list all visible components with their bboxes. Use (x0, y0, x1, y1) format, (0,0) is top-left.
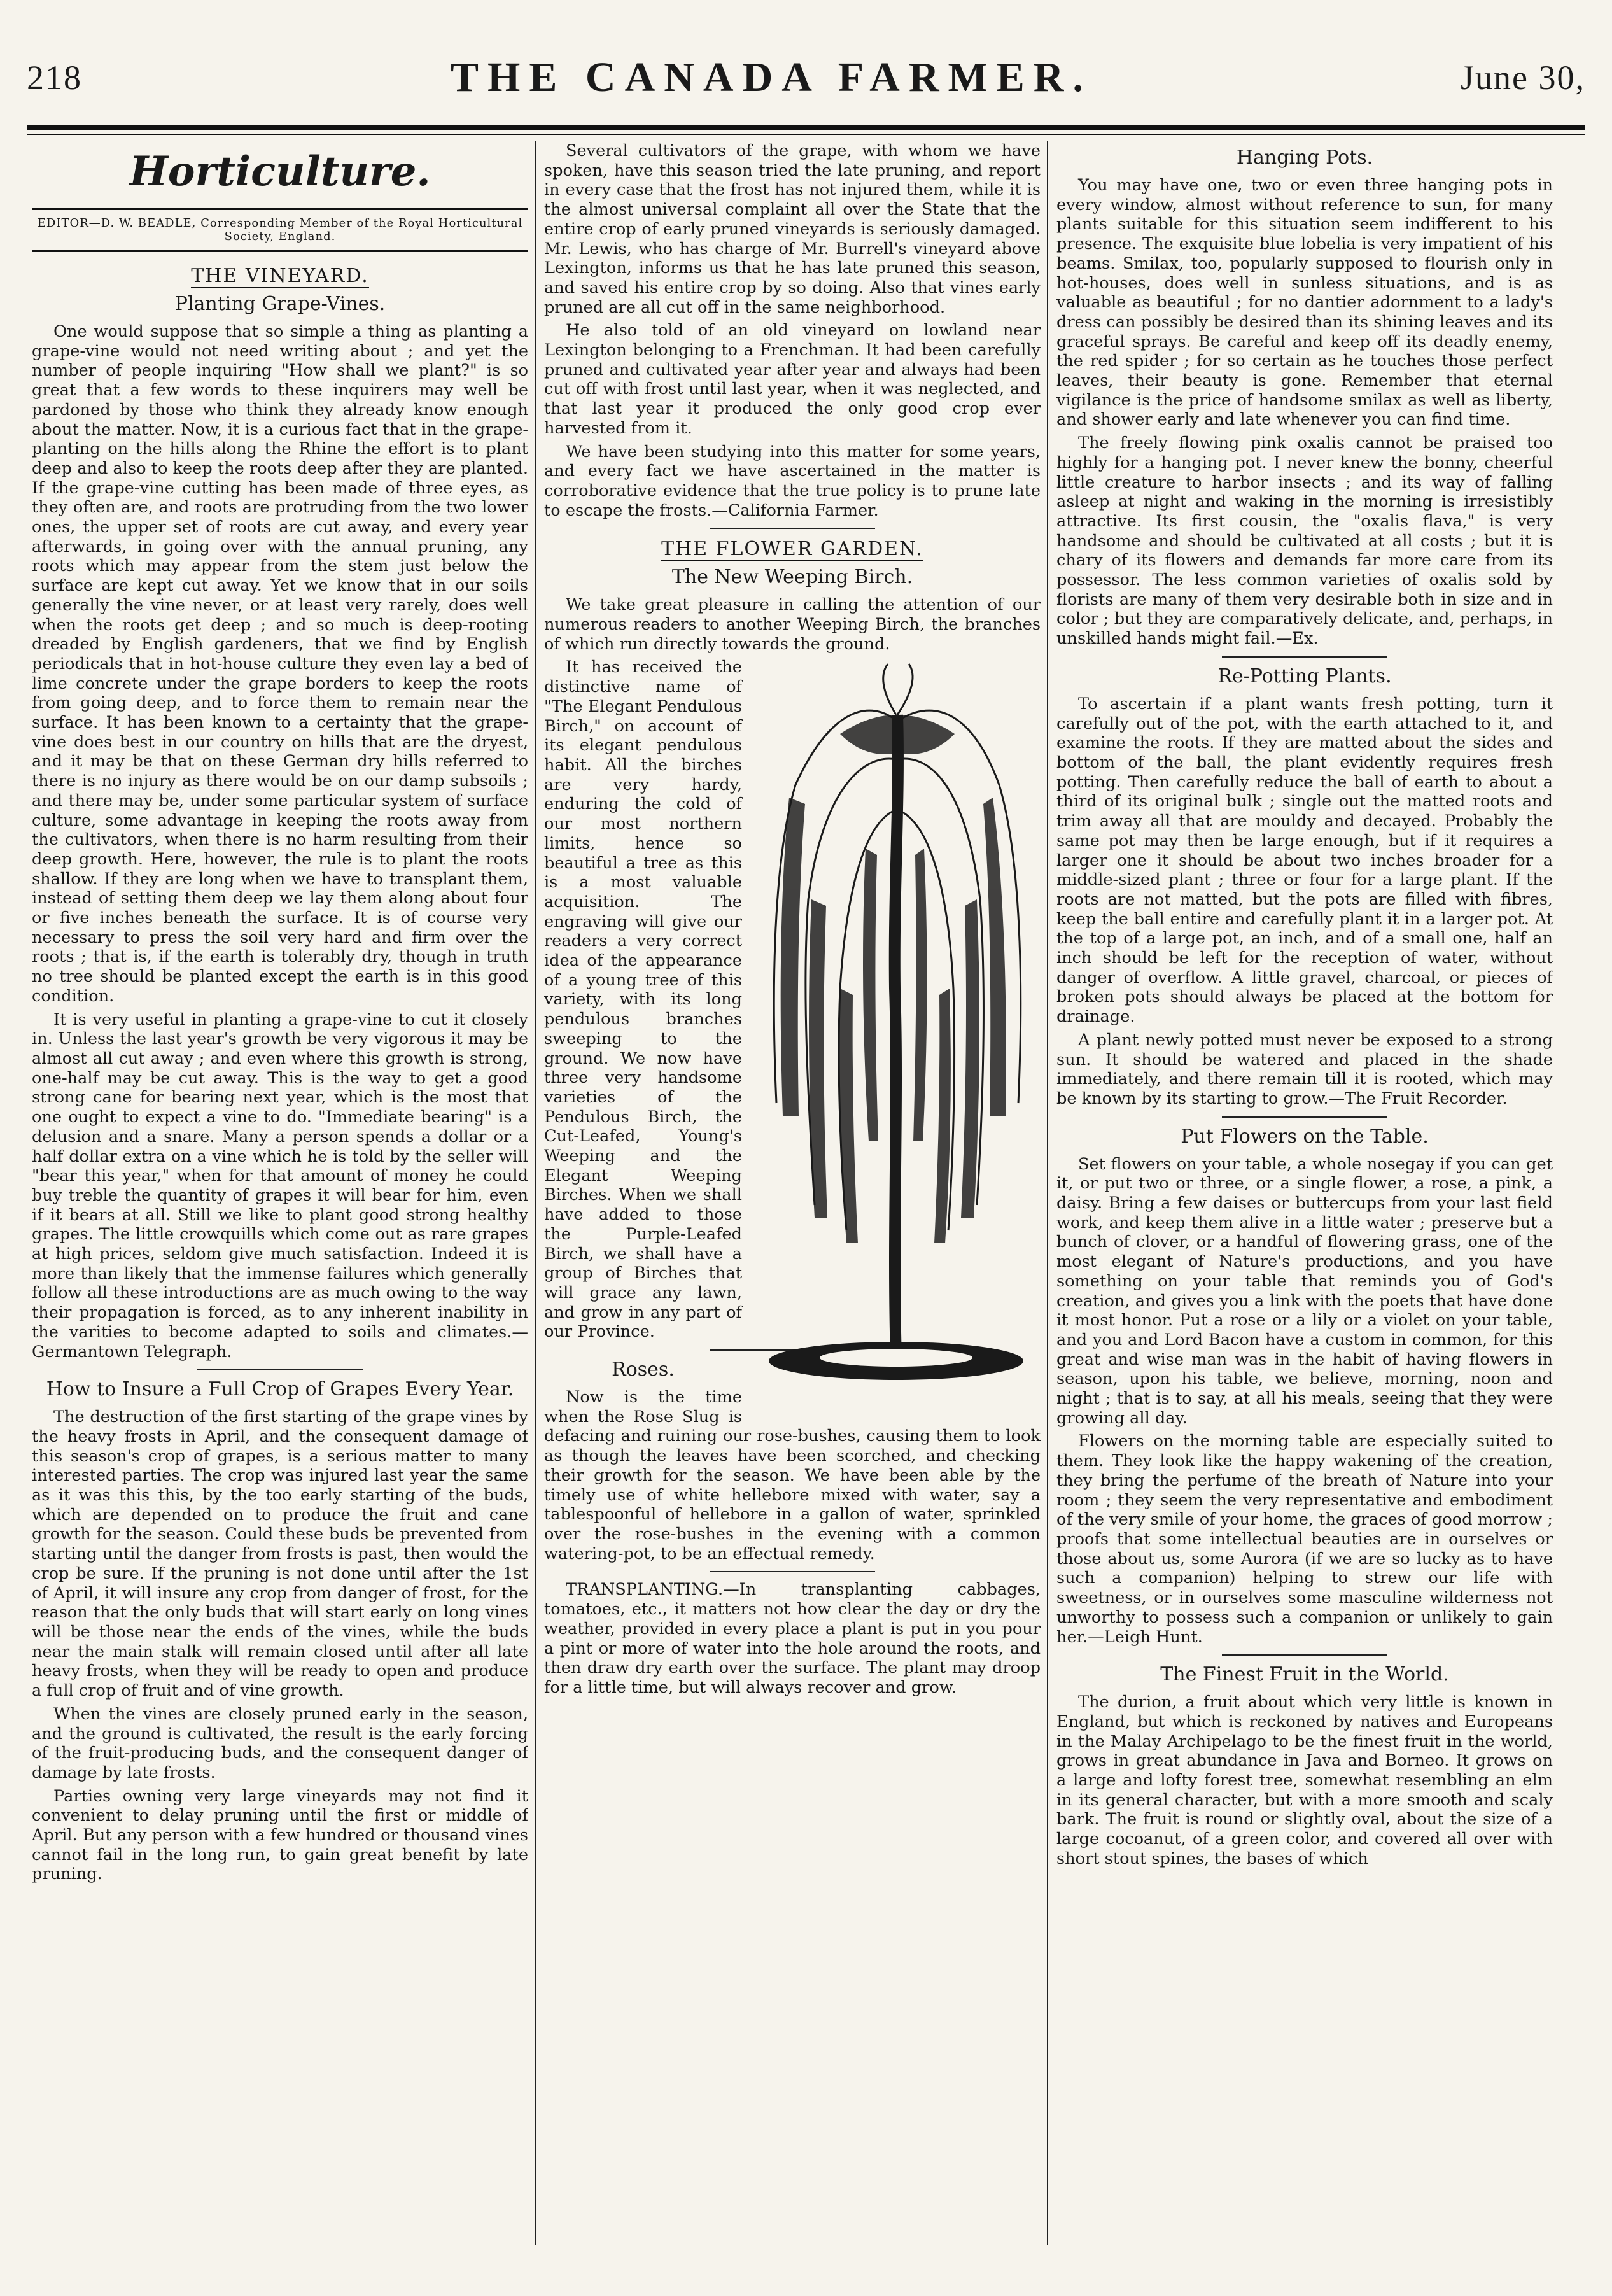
article-paragraph: TRANSPLANTING.—In transplanting cabbages, tomatoes, etc., it matters not how clear the day or dry the weather, provided in every place a plant is put in you pour a pint or more of water into the hole around the roots, and then draw dry earth over the surface. The plant may droop for a little time, but will always recover and grow. (544, 1580, 1041, 1697)
article-paragraph: Set flowers on your table, a whole nosegay if you can get it, or put two or three, or a single flower, a rose, a pink, a daisy. Bring a few daises or buttercups from your last field work, and keep them alive in a little water ; preserve but a bunch of clover, or a handful of flowering grass, one of the most elegant of Nature's productions, and you have something on your table that reminds you of God's creation, and gives you a link with the poets that have done it most honor. Put a rose or a lily or a violet on your table, and you and Lord Bacon have a custom in common, for this great and wise man was in the habit of having flowers in season, upon his table, we believe, morning, noon and night ; that is to say, at all his meals, seeing that they were growing all day. (1056, 1154, 1553, 1428)
article-paragraph: Parties owning very large vineyards may not find it convenient to delay pruning until the first or middle of April. But any person with a few hundred or thousand vines cannot fail in the long run, to gain great benefit by late pruning. (32, 1786, 528, 1884)
page-number: 218 (27, 59, 82, 97)
article-paragraph: When the vines are closely pruned early in the season, and the ground is cultivated, the result is the early forcing of the fruit-producing buds, and the consequent danger of damage by late frosts. (32, 1704, 528, 1782)
weeping-birch-illustration (751, 658, 1041, 1402)
article-paragraph: He also told of an old vineyard on lowland near Lexington belonging to a Frenchman. It had been carefully pruned and cultivated year after year and always had been cut off with frost until last year, when it was neglected, and that last year it produced the only good crop ever harvested from it. (544, 321, 1041, 438)
separator (32, 1369, 528, 1370)
article-paragraph: To ascertain if a plant wants fresh potting, turn it carefully out of the pot, with the earth attached to it, and examine the roots. If they are matted about the sides and bottom of the ball, the plant evidently requires fresh potting. Then carefully reduce the ball of earth to about a third of its original bulk ; single out the matted roots and trim away all that are mouldy and decayed. Probably the same pot may then be large enough, but if it requires a larger one it should be about two inches broader for a middle-sized plant ; three or four for a large plant. If the roots are not matted, but the pots are filled with fibres, keep the ball entire and carefully plant it in a larger pot. At the top of a large pot, an inch, and of a small one, half an inch should be left for the reception of water, without danger of overflow. A little gravel, charcoal, or pieces of broken pots should always be placed at the bottom for drainage. (1056, 694, 1553, 1027)
article-heading-finest-fruit: The Finest Fruit in the World. (1160, 1663, 1449, 1686)
section-heading-flower-garden: THE FLOWER GARDEN. (661, 538, 923, 561)
article-heading-roses: Roses. (612, 1358, 675, 1381)
column-1 (32, 141, 528, 2251)
separator (544, 1571, 1041, 1572)
article-heading-insure: How to Insure a Full Crop of Grapes Every Year. (46, 1378, 514, 1401)
article-paragraph: It has received the distinctive name of "The Elegant Pendulous Birch," on account of its elegant pendulous habit. All the birches are very hardy, enduring the cold of our most northern limits, hence so beautiful a tree as this is a most valuable acquisition. The engraving will give our readers a very correct idea of the appearance of a young tree of this variety, with its long pendulous branches sweeping to the ground. We now have three very handsome varieties of the Pendulous Birch, the Cut-Leafed, Young's Weeping and the Elegant Weeping Birches. When we shall have added to those the Purple-Leafed Birch, we shall have a group of Birches that will grace any lawn, and grow in any part of our Province. (544, 658, 742, 1342)
separator (544, 528, 1041, 529)
column-2 (544, 141, 1041, 2251)
section-heading-vineyard: THE VINEYARD. (191, 264, 369, 287)
department-title: Horticulture. (129, 148, 431, 195)
article-paragraph: Flowers on the morning table are especially suited to them. They look like the happy wakening of the creation, they bring the perfume of the breath of Nature into your room ; they seem the very representative and embodiment of the very smile of your home, the graces of good morrow ; proofs that some intellectual beauties are in ourselves or those about us, some Aurora (if we are so lucky as to have such a companion) helping to strew our life with sweetness, or in ourselves some masculine wilderness not unworthy to possess such a companion or unlikely to gain her.—Leigh Hunt. (1056, 1432, 1553, 1647)
article-heading-planting: Planting Grape-Vines. (174, 292, 386, 315)
article-paragraph: The destruction of the first starting of the grape vines by the heavy frosts in April, and the consequent damage of this season's crop of grapes, is a serious matter to many interested parties. The crop was injured last year the same as it was this this, by the too early starting of the buds, which are depended on to produce the fruit and cane growth for the season. Could these buds be prevented from starting until the danger from frosts is past, then would the crop be sure. If the pruning is not done until after the 1st of April, it will insure any crop from danger of frost, for the reason that the only buds that will start early on long vines will be those near the ends of the vines, while the buds near the main stalk will remain closed until after all late heavy frosts, when they will be ready to open and produce a full crop of fruit and of vine growth. (32, 1407, 528, 1701)
issue-date: June 30, (1461, 59, 1585, 97)
article-paragraph: A plant newly potted must never be exposed to a strong sun. It should be watered and placed in the shade immediately, and there remain till it is rooted, which may be known by its starting to grow.—The Fruit Recorder. (1056, 1030, 1553, 1108)
editor-line: EDITOR—D. W. BEADLE, Corresponding Member of the Royal Horticultural Society, England. (32, 208, 528, 252)
separator (1056, 1116, 1553, 1118)
newspaper-title: THE CANADA FARMER. (451, 54, 1092, 101)
article-paragraph: We take great pleasure in calling the attention of our numerous readers to another Weeping Birch, the branches of which run directly towards the ground. (544, 595, 1041, 654)
article-paragraph: Now is the time when the Rose Slug is defacing and ruining our rose-bushes, causing them to look as though the leaves have been scorched, and checking their growth for the season. We have been able by the timely use of white hellebore mixed with water, say a tablespoonful of hellebore in a gallon of water, sprinkled over the rose-bushes in the evening with a common watering-pot, to be an effectual remedy. (544, 1388, 1041, 1563)
article-paragraph: It is very useful in planting a grape-vine to cut it closely in. Unless the last year's growth be very vigorous it may be almost all cut away ; and even where this growth is strong, one-half may be cut away. This is the way to get a good strong cane for bearing next year, which is the most that one ought to expect a vine to do. "Immediate bearing" is a delusion and a snare. Many a person spends a dollar or a half dollar extra on a vine which he is told by the seller will "bear this year," when for that amount of money he could buy treble the quantity of grapes it will bear for him, even if it bears at all. Still we like to plant good strong healthy grapes. The little crowquills which come out as rare grapes at high prices, seldom give much satisfaction. Indeed it is more than likely that the immense failures which generally follow all these introductions are as much owing to the way their propagation is forced, as to any inherent inability in the varities to become adapted to soils and climates.—Germantown Telegraph. (32, 1010, 528, 1362)
article-paragraph: The durion, a fruit about which very little is known in England, but which is reckoned by natives and Europeans in the Malay Archipelago to be the finest fruit in the world, grows in great abundance in Java and Borneo. It grows on a large and lofty forest tree, somewhat resembling an elm in its general character, but with a more smooth and scaly bark. The fruit is round or slightly oval, about the size of a large cocoanut, of a green color, and covered all over with short stout spines, the bases of which (1056, 1693, 1553, 1868)
article-heading-repotting: Re-Potting Plants. (1217, 665, 1392, 687)
article-heading-flowers-table: Put Flowers on the Table. (1181, 1125, 1429, 1148)
article-paragraph: We have been studying into this matter for some years, and every fact we have ascertained in the matter is corroborative evidence that the true policy is to prune late to escape the frosts.—California Farmer. (544, 442, 1041, 520)
masthead (27, 39, 1585, 116)
article-paragraph: One would suppose that so simple a thing as planting a grape-vine would not need writing about ; and yet the number of people inquiring "How shall we plant?" is so great that a few words to these inquirers may well be pardoned by those who think they already know enough about the matter. Now, it is a curious fact that in the grape-planting on the hills along the Rhine the effort is to plant deep and also to keep the roots deep after they are planted. If the grape-vine cutting has been made of three eyes, as they often are, and roots are protruding from the two lower ones, the upper set of roots are cut away, and every year afterwards, in going over with the annual pruning, any roots which may appear from the stem just below the surface are kept cut away. Yet we know that in our soils generally the vine never, or at least very rarely, does well when the roots get deep ; and so much is deep-rooting dreaded by English gardeners, that we find by English periodicals that in hot-house culture they even lay a bed of lime concrete under the grape borders to keep the roots from going deep, and to force them to remain near the surface. It has been known to a certainty that the grape-vine does best in our country on hills that are the dryest, and it may be that on these German dry hills referred to there is no injury as there would be on our damp subsoils ; and there may be, under some particular system of surface culture, some advantage in keeping the roots away from the cultivators, when there is no harm resulting from their deep growth. Here, however, the rule is to plant the roots shallow. If they are long when we have to transplant them, instead of setting them deep we lay them along about four or five inches beneath the surface. It is of course very necessary to press the soil very hard and firm over the roots ; that is, if the earth is tolerably dry, though in truth no tree should be planted except the earth is in this good condition. (32, 321, 528, 1006)
weeping-birch-engraving (751, 658, 1041, 1402)
article-paragraph: The freely flowing pink oxalis cannot be praised too highly for a hanging pot. I never knew the bonny, cheerful little creature to harbor insects ; and its way of falling asleep at night and waking in the morning is irresistibly attractive. Its first cousin, the "oxalis flava," is very handsome and should be cultivated at all costs ; but it is chary of its flowers and demands far more care from its possessor. The less common varieties of oxalis sold by florists are many of them very desirable both in size and in color ; but they are comparatively delicate, and, perhaps, in unskilled hands might fail.—Ex. (1056, 433, 1553, 649)
separator (1056, 656, 1553, 658)
masthead-rule (27, 125, 1585, 135)
column-rule (535, 141, 536, 2245)
column-rule (1047, 141, 1048, 2245)
article-paragraph: You may have one, two or even three hanging pots in every window, almost without reference to sun, for many plants suitable for this situation seem indifferent to his presence. The exquisite blue lobelia is very impatient of his beams. Smilax, too, popularly supposed to flourish only in hot-houses, does well in sunless situations, and is as valuable as beautiful ; for no dantier adornment to a lady's dress can possibly be desired than its shining leaves and its graceful sprays. Be careful and keep off its deadly enemy, the red spider ; for so certain as he touches those perfect leaves, their beauty is gone. Remember that eternal vigilance is the price of handsome smilax as well as liberty, and shower early and late whenever you can find time. (1056, 176, 1553, 430)
column-3 (1056, 141, 1553, 2251)
separator (1056, 1654, 1553, 1656)
article-heading-hanging-pots: Hanging Pots. (1236, 146, 1373, 169)
article-paragraph: Several cultivators of the grape, with whom we have spoken, have this season tried the late pruning, and report in every case that the frost has not injured them, while it is the almost universal complaint all over the State that the entire crop of early pruned vineyards is seriously damaged. Mr. Lewis, who has charge of Mr. Burrell's vineyard above Lexington, informs us that he has late pruned this season, and saved his entire crop by so doing. Also that vines early pruned are all cut off in the same neighborhood. (544, 141, 1041, 317)
article-heading-birch: The New Weeping Birch. (671, 566, 913, 589)
